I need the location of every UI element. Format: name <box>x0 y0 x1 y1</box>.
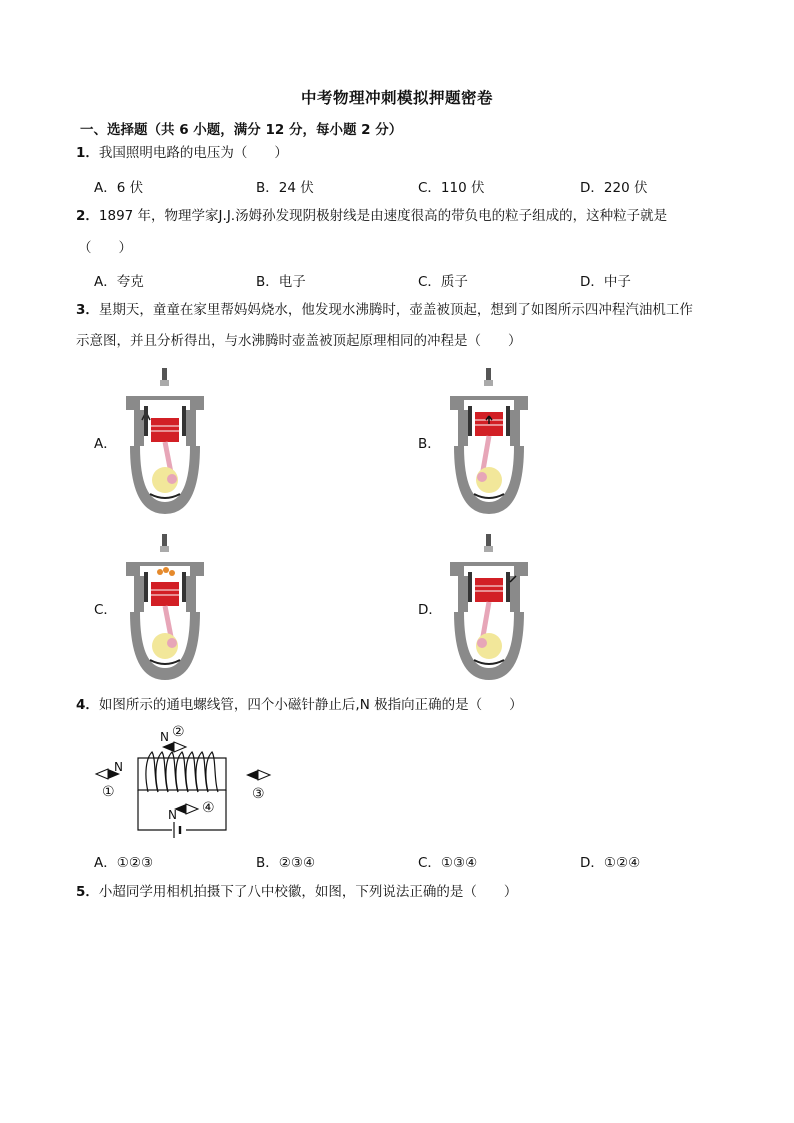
question-number: 5． <box>76 884 99 900</box>
solenoid-diagram <box>90 722 290 842</box>
needle-label-3: ③ <box>252 786 265 802</box>
question-2 <box>76 206 746 226</box>
needle-label-4: ④ <box>202 800 215 816</box>
needle-label-2: ② <box>172 724 185 740</box>
engine-diagram-a <box>120 366 210 516</box>
option-c[interactable]: C．110 伏 <box>418 180 485 196</box>
question-stem: 如图所示的通电螺线管，四个小磁针静止后,N 极指向正确的是（ ） <box>98 697 523 713</box>
compass-needle-3 <box>246 770 270 780</box>
solenoid-core <box>138 758 226 790</box>
option-d[interactable]: D．220 伏 <box>580 180 648 196</box>
option-b[interactable]: B．②③④ <box>256 855 316 871</box>
compass-needle-4 <box>174 804 198 814</box>
option-a[interactable]: A．夸克 <box>94 274 144 290</box>
option-a[interactable]: A．6 伏 <box>94 180 144 196</box>
question-3 <box>76 300 746 320</box>
page-title: 中考物理冲刺模拟押题密卷 <box>300 89 493 107</box>
figure-label-b[interactable]: B． <box>418 436 441 452</box>
engine-diagram-c <box>120 532 210 682</box>
figure-label-c[interactable]: C． <box>94 602 117 618</box>
question-stem-line-1: 星期天，童童在家里帮妈妈烧水，他发现水沸腾时，壶盖被顶起，想到了如图所示四冲程汽油机工作 <box>98 302 693 318</box>
engine-diagram-b <box>444 366 534 516</box>
question-stem-line-2: 示意图，并且分析得出，与水沸腾时壶盖被顶起原理相同的冲程是（ ） <box>76 333 522 349</box>
engine-body <box>450 534 528 680</box>
pole-label-n-2: N <box>160 730 169 744</box>
pole-label-n-4: N <box>168 808 177 822</box>
needle-label-1: ① <box>102 784 115 800</box>
engine-diagram-d <box>444 532 534 682</box>
option-d[interactable]: D．中子 <box>580 274 631 290</box>
pole-label-n-1: N <box>114 760 123 774</box>
engine-body <box>126 534 204 680</box>
question-1 <box>76 143 746 163</box>
engine-body <box>450 368 528 514</box>
section-heading: 一、选择题（共 6 小题，满分 12 分，每小题 2 分） <box>80 122 403 138</box>
option-b[interactable]: B．24 伏 <box>256 180 314 196</box>
question-number: 4． <box>76 697 99 713</box>
question-stem-line-1: 1897 年，物理学家J.J.汤姆孙发现阴极射线是由速度很高的带负电的粒子组成的，这种粒子就是 <box>98 208 668 224</box>
option-d[interactable]: D．①②④ <box>580 855 641 871</box>
question-stem: 小超同学用相机拍摄下了八中校徽，如图，下列说法正确的是（ ） <box>98 884 518 900</box>
option-c[interactable]: C．①③④ <box>418 855 478 871</box>
option-a[interactable]: A．①②③ <box>94 855 154 871</box>
engine-body <box>126 368 204 514</box>
question-stem: 我国照明电路的电压为（ ） <box>98 145 288 161</box>
question-stem-line-2: （ ） <box>78 240 132 256</box>
figure-label-d[interactable]: D． <box>418 602 442 618</box>
question-number: 2． <box>76 208 99 224</box>
question-number: 1． <box>76 145 99 161</box>
figure-label-a[interactable]: A． <box>94 436 117 452</box>
option-b[interactable]: B．电子 <box>256 274 306 290</box>
question-5 <box>76 882 746 902</box>
question-number: 3． <box>76 302 99 318</box>
question-4 <box>76 695 746 715</box>
option-c[interactable]: C．质子 <box>418 274 468 290</box>
